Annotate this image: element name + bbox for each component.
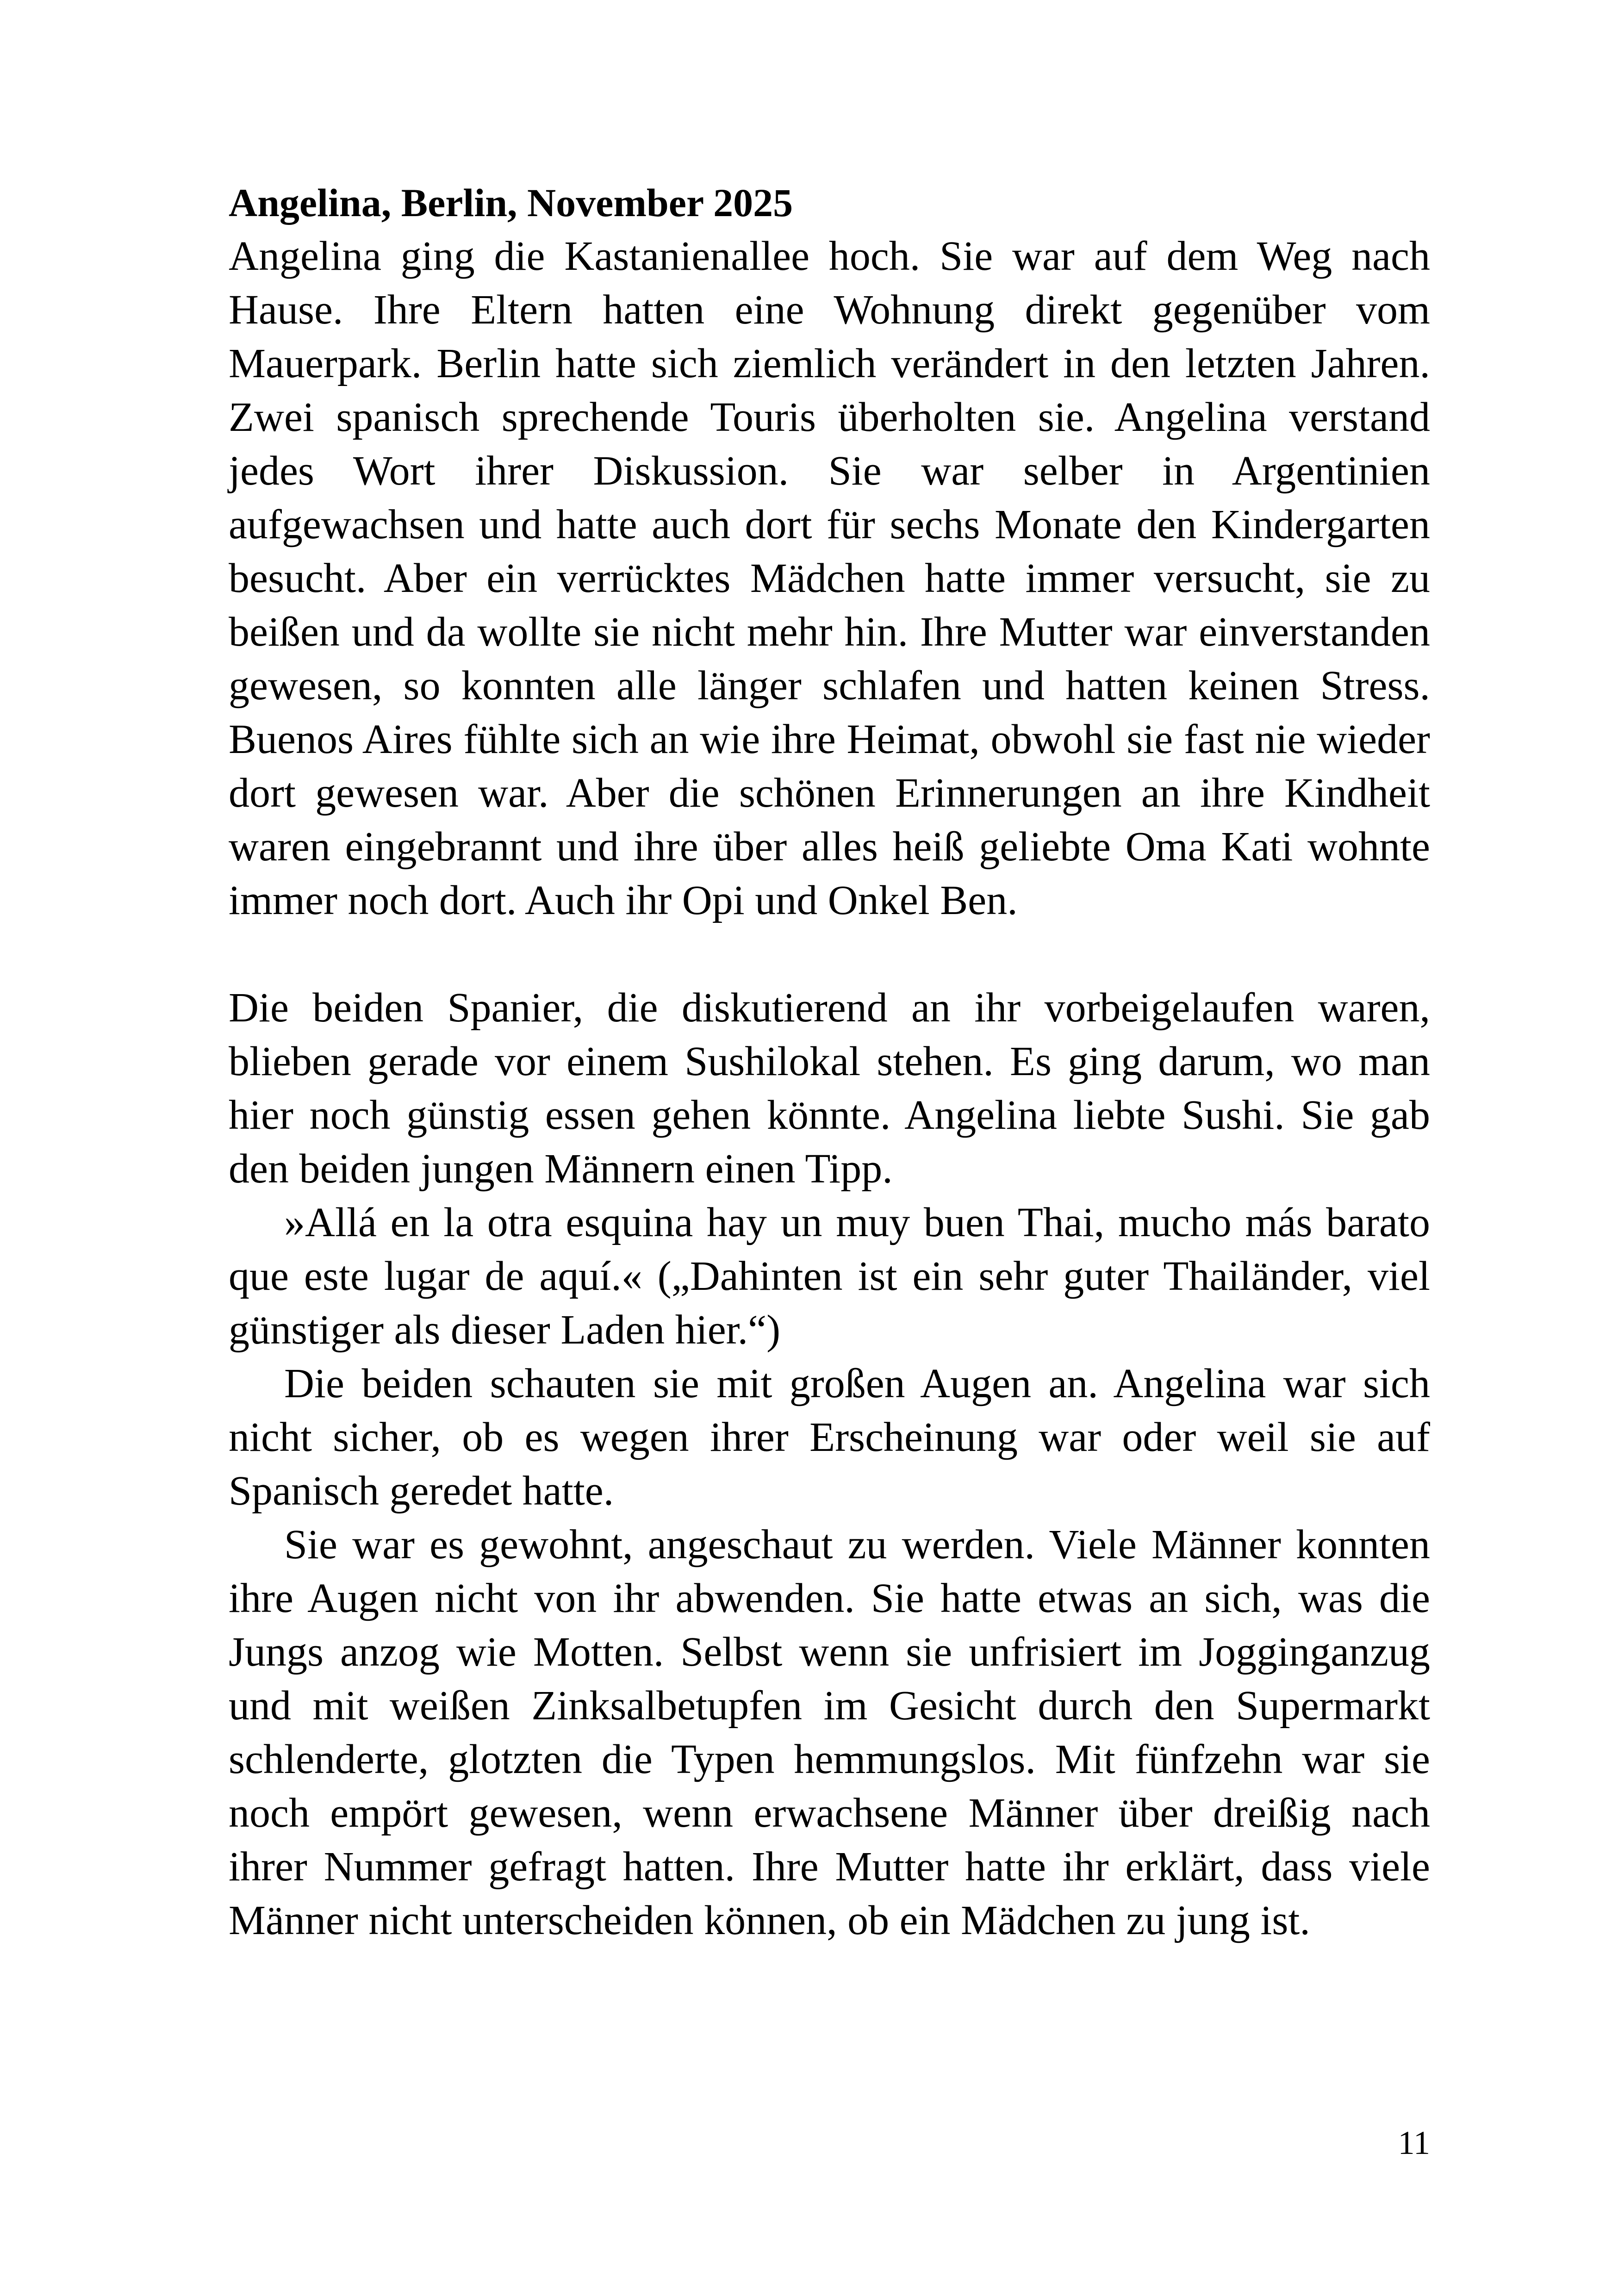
paragraph-1: Angelina ging die Kastanienallee hoch. Sie war auf dem Weg nach Hause. Ihre Eltern hatten eine Wohnung direkt gegenüber vom Mauerpark. Berlin hatte sich ziemlich verändert in den letzten Jahren. Zwei spanisch sprechende Touris überholten sie. Angelina verstand jedes Wort ihrer Diskussion. Sie war selber in Argentinien aufgewachsen und hatte auch dort für sechs Monate den Kindergarten besucht. Aber ein verrücktes Mädchen hatte immer versucht, sie zu beißen und da wollte sie nicht mehr hin. Ihre Mutter war einverstanden gewesen, so konnten alle länger schlafen und hatten keinen Stress. Buenos Aires fühlte sich an wie ihre Heimat, obwohl sie fast nie wieder dort gewesen war. Aber die schönen Erinnerungen an ihre Kindheit waren eingebrannt und ihre über alles heiß geliebte Oma Kati wohnte immer noch dort. Auch ihr Opi und Onkel Ben. — [229, 233, 1430, 923]
paragraph-2: Die beiden Spanier, die diskutierend an ihr vorbeigelaufen waren, blieben gerade vor einem Sushilokal stehen. Es ging darum, wo man hier noch günstig essen gehen könnte. Angelina liebte Sushi. Sie gab den beiden jungen Männern einen Tipp. — [229, 985, 1430, 1192]
paragraph-3: »Allá en la otra esquina hay un muy buen Thai, mucho más barato que este lugar de aquí.« („Dahinten ist ein sehr guter Thailänder, viel günstiger als dieser Laden hier.“) — [229, 1200, 1430, 1353]
paragraph-5: Sie war es gewohnt, angeschaut zu werden. Viele Männer konnten ihre Augen nicht von ihr abwenden. Sie hatte etwas an sich, was die Jungs anzog wie Motten. Selbst wenn sie unfrisiert im Jogginganzug und mit weißen Zinksalbetupfen im Gesicht durch den Supermarkt schlenderte, glotzten die Typen hemmungslos. Mit fünfzehn war sie noch empört gewesen, wenn erwachsene Männer über dreißig nach ihrer Nummer gefragt hatten. Ihre Mutter hatte ihr erklärt, dass viele Männer nicht unterscheiden können, ob ein Mädchen zu jung ist. — [229, 1522, 1430, 1943]
page-number: 11 — [1398, 2124, 1430, 2161]
chapter-heading: Angelina, Berlin, November 2025 — [229, 180, 793, 225]
paragraph-4: Die beiden schauten sie mit großen Augen an. Angelina war sich nicht sicher, ob es wegen ihrer Erscheinung war oder weil sie auf Spanisch geredet hatte. — [229, 1361, 1430, 1514]
text-block — [229, 176, 1430, 1948]
